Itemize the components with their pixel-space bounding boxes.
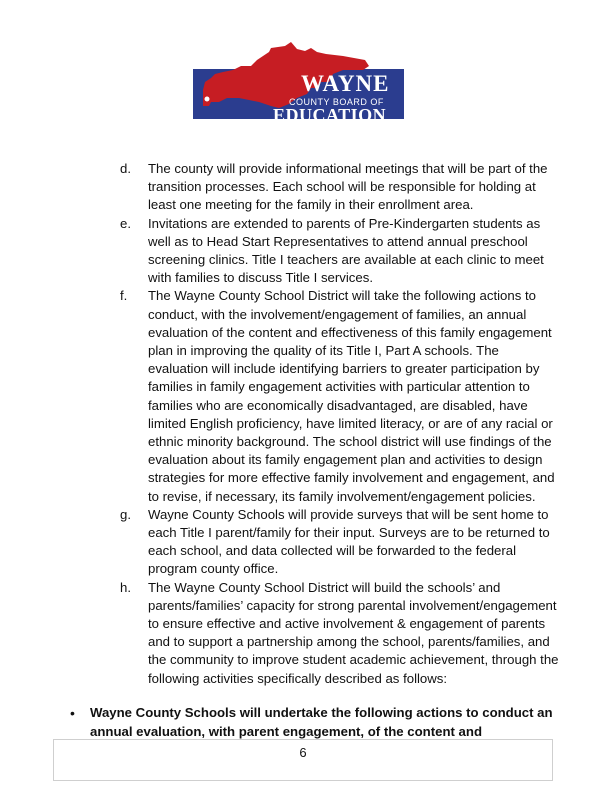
list-item-text: The Wayne County School District will take the following actions to conduct, with the involvement/engagement of families, an annual evaluation of the content and effectiveness of this family engagement plan in improving the quality of its Title I, Part A schools. The evaluation will include identifying barriers to greater participation by families in family engagement activities with particular attention to families who are economically disadvantaged, are disabled, have limited English proficiency, have limited literacy, or are of any racial or ethnic minority background. The school district will use findings of the evaluation about its family engagement plan and activities to design strategies for more effective family involvement and engagement, and to revise, if necessary, its family involvement/engagement policies. — [148, 288, 555, 504]
list-item-text: Wayne County Schools will provide surveys that will be sent home to each Title I parent/family for their input. Surveys are to be returned to each school, and data collected will be forwarded to the federal program county office. — [148, 506, 550, 577]
list-item-text: The county will provide informational meetings that will be part of the transition processes. Each school will be responsible for holding at least one meeting for the family in their enrollment area. — [148, 161, 548, 213]
list-item-g — [120, 506, 560, 579]
bullet-icon: • — [70, 705, 75, 721]
bold-bullet-paragraph — [70, 704, 560, 741]
logo-county-text: COUNTY BOARD OF — [289, 97, 384, 107]
list-item-text: Invitations are extended to parents of Pre-Kindergarten students as well as to Head Start Representatives to attend annual preschool screening clinics. Title I teachers are available at each clinic to meet with families to discuss Title I services. — [148, 215, 544, 286]
list-marker: h. — [120, 579, 131, 595]
list-item-f — [120, 287, 560, 505]
list-marker: f. — [120, 288, 128, 304]
county-marker — [205, 97, 210, 102]
list-marker: d. — [120, 161, 131, 176]
list-item-d — [120, 160, 560, 215]
list-item-h — [120, 579, 560, 688]
logo-education-text: EDUCATION — [273, 105, 387, 125]
list-marker: g. — [120, 506, 131, 522]
logo — [193, 42, 404, 125]
logo-wayne-text: WAYNE — [301, 71, 390, 96]
bullet-text: Wayne County Schools will undertake the following actions to conduct an annual evaluation, with parent engagement, of the content and — [90, 705, 553, 739]
page-footer — [53, 739, 553, 781]
list-item-e — [120, 215, 560, 288]
page-number: 6 — [299, 745, 307, 760]
list-marker: e. — [120, 215, 131, 231]
lettered-list — [120, 160, 560, 688]
list-item-text: The Wayne County School District will build the schools’ and parents/families’ capacity for strong parental involvement/engagement to ensure effective and active involvement & engagement of parents and to support a partnership among the school, parents/families, and the community to improve student academic achievement, through the following activities specifically described as follows: — [148, 579, 559, 686]
